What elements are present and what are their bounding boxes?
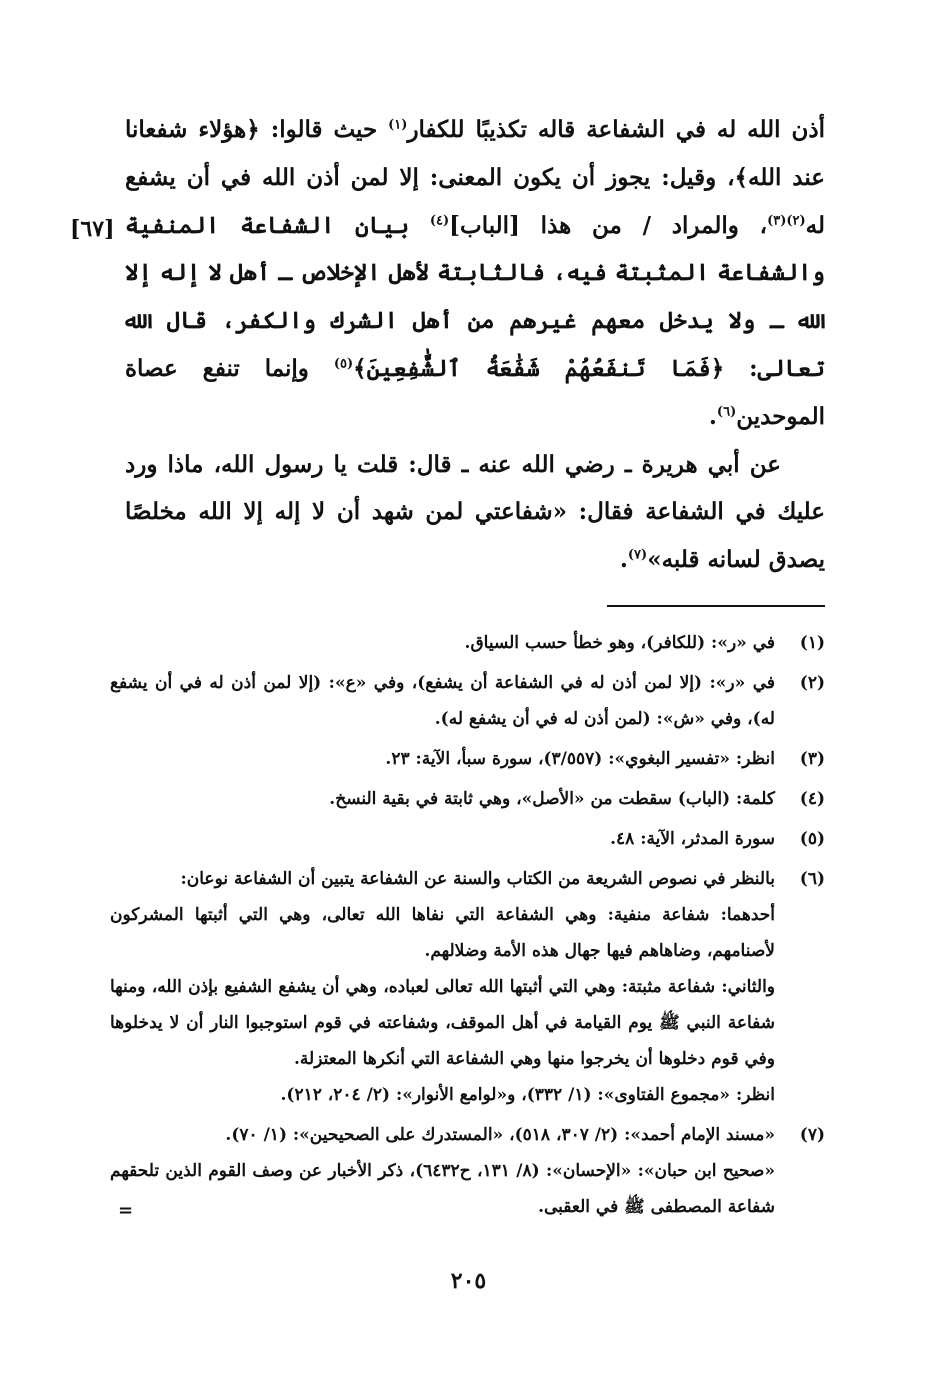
footnote-number: (٦) bbox=[799, 869, 825, 889]
paragraph-1 bbox=[125, 106, 825, 441]
footnote-text: «مسند الإمام أحمد»: (٢/ ٣٠٧، ٥١٨)، «المستدرك على الصحيحين»: (١/ ٧٠). bbox=[225, 1125, 775, 1145]
footnote-text: سورة المدثر، الآية: ٤٨. bbox=[610, 829, 775, 849]
footnote-number: (٥) bbox=[799, 829, 825, 849]
footnote-number: (١) bbox=[799, 633, 825, 653]
margin-page-reference: [٦٧] bbox=[70, 216, 115, 242]
footnote-ref-1: (١) bbox=[388, 117, 408, 133]
footnote-5 bbox=[110, 821, 825, 857]
footnote-ref-4: (٤) bbox=[429, 212, 450, 228]
footnote-ref-6: (٦) bbox=[716, 404, 737, 420]
text-segment: . bbox=[619, 546, 628, 574]
footnote-separator bbox=[607, 605, 825, 607]
footnote-7 bbox=[110, 1117, 825, 1225]
footnote-text: انظر: «مجموع الفتاوى»: (١/ ٣٣٢)، و«لوامع الأنوار»: (٢/ ٢٠٤، ٢١٢). bbox=[280, 1085, 775, 1105]
text-segment: ، والمراد / من هذا [الباب] bbox=[449, 211, 768, 239]
text-segment: أذن الله له في الشفاعة قاله تكذيبًا للكفار bbox=[407, 116, 825, 143]
footnote-2 bbox=[110, 665, 825, 737]
footnote-ref-5: (٥) bbox=[333, 356, 354, 372]
footnote-text: كلمة: (الباب) سقطت من «الأصل»، وهي ثابتة في بقية النسخ. bbox=[329, 789, 775, 809]
footnote-text: والثاني: شفاعة مثبتة: وهي التي أثبتها الله تعالى لعباده، وهي أن يشفع الشفيع بإذن الله، ومنها شفاعة النبي ﷺ يوم القيامة في أهل الموقف، وشفاعته في قوم استوجبوا النار أن لا يدخلوها وفي قوم دخلوها أن يخرجوا منها وهي الشفاعة التي أنكرها المعتزلة. bbox=[110, 977, 775, 1069]
footnote-number: (٣) bbox=[799, 749, 825, 769]
footnote-text: أحدهما: شفاعة منفية: وهي الشفاعة التي نفاها الله تعالى، وهي التي أثبتها المشركون لأصنامهم، وضاهاهم فيها جهال هذه الأمة وضلالهم. bbox=[110, 905, 775, 961]
footnote-4 bbox=[110, 781, 825, 817]
footnote-text: في «ر»: (إلا لمن أذن له في الشفاعة أن يشفع)، وفي «ع»: (إلا لمن أذن له في أن يشفع له)، وفي «ش»: (لمن أذن له في أن يشفع له). bbox=[110, 673, 775, 729]
footnote-text: «صحيح ابن حبان»: «الإحسان»: (٨/ ١٣١، ح٦٤٣٢)، ذكر الأخبار عن وصف القوم الذين تلحقهم شفاعة المصطفى ﷺ في العقبى. bbox=[110, 1161, 775, 1217]
footnote-ref-2-3: (٢)(٣) bbox=[767, 212, 806, 228]
paragraph-2 bbox=[125, 441, 825, 584]
text-segment: حيث قالوا: ﴿هؤلاء شفعانا عند الله﴾، وقيل: يجوز أن يكون المعنى: إلا لمن أذن الله في أن يشفع له bbox=[125, 116, 826, 239]
footnote-3 bbox=[110, 741, 825, 777]
footnote-text: انظر: «تفسير البغوي»: (٣/٥٥٧)، سورة سبأ، الآية: ٢٣. bbox=[385, 749, 775, 769]
footnote-number: (٧) bbox=[799, 1125, 825, 1145]
footnote-text: في «ر»: (للكافر)، وهو خطأ حسب السياق. bbox=[464, 633, 775, 653]
footnote-number: (٢) bbox=[799, 673, 825, 693]
footnotes bbox=[110, 625, 825, 1229]
footnote-6 bbox=[110, 861, 825, 1113]
page-number: ٢٠٥ bbox=[450, 1268, 487, 1294]
footnote-text: بالنظر في نصوص الشريعة من الكتاب والسنة عن الشفاعة يتبين أن الشفاعة نوعان: bbox=[180, 869, 775, 889]
footnote-number: (٤) bbox=[799, 789, 825, 809]
main-text bbox=[125, 106, 825, 584]
footnote-1 bbox=[110, 625, 825, 661]
text-segment: وإنما تنفع عصاة الموحدين bbox=[125, 354, 825, 430]
text-segment: . bbox=[708, 402, 717, 430]
footnote-ref-7: (٧) bbox=[627, 547, 648, 563]
text-segment: عن أبي هريرة ـ رضي الله عنه ـ قال: قلت يا رسول الله، ماذا ورد عليك في الشفاعة فقال: «شفاعتي لمن شهد أن لا إله إلا الله مخلصًا يصدق لسانه قلبه» bbox=[125, 450, 825, 574]
continuation-mark: = bbox=[118, 1200, 134, 1221]
text-segment: بيان الشفاعة المنفية والشفاعة المثبتة فيه، فالثابتة لأهل الإخلاص ـ أهل لا إله إلا الله ـ ولا يدخل معهم غيرهم من أهل الشرك والكفر، قال الله تعالى: ﴿فَمَا تَنفَعُهُمْ شَفَٰعَةُ ٱلشَّٰفِعِينَ﴾ bbox=[125, 211, 826, 382]
